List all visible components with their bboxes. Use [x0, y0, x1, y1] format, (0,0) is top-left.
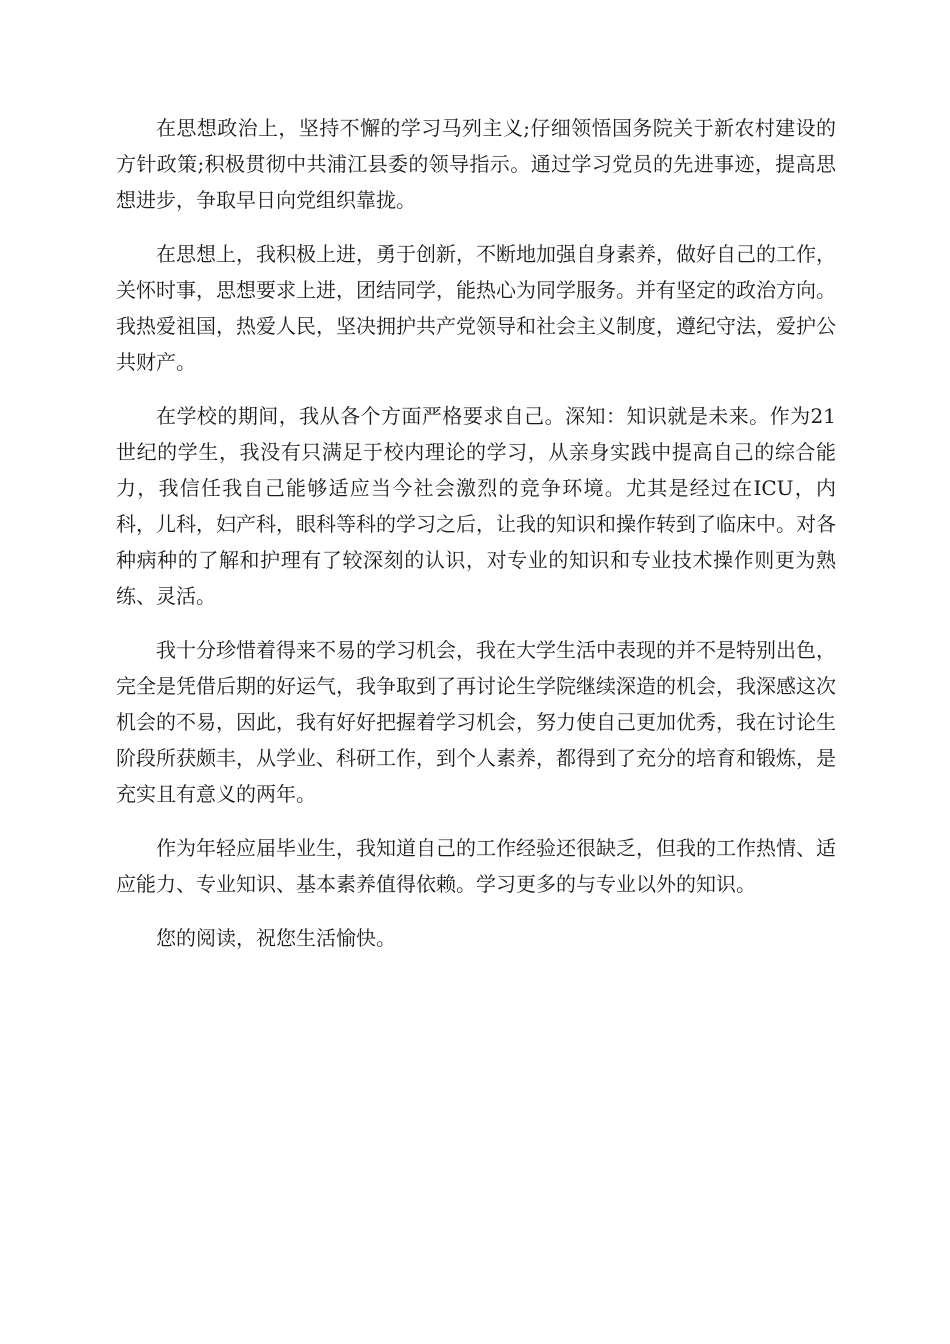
paragraph-graduate-opportunity: 我十分珍惜着得来不易的学习机会，我在大学生活中表现的并不是特别出色，完全是凭借后期的好运气，我争取到了再讨论生学院继续深造的机会，我深感这次机会的不易，因此，我有好好把握着学习机会，努力使自己更加优秀，我在讨论生阶段所获颇丰，从学业、科研工作，到个人素养，都得到了充分的培育和锻炼，是充实且有意义的两年。	[116, 638, 836, 806]
paragraph-closing: 您的阅读，祝您生活愉快。	[156, 926, 396, 950]
document-body	[116, 110, 836, 974]
paragraph-ideology: 在思想上，我积极上进，勇于创新，不断地加强自身素养，做好自己的工作，关怀时事，思想要求上进，团结同学，能热心为同学服务。并有坚定的政治方向。我热爱祖国，热爱人民，坚决拥护共产党领导和社会主义制度，遵纪守法，爱护公共财产。	[116, 242, 836, 374]
paragraph-school-study: 在学校的期间，我从各个方面严格要求自己。深知：知识就是未来。作为21世纪的学生，我没有只满足于校内理论的学习，从亲身实践中提高自己的综合能力，我信任我自己能够适应当今社会激烈的竞争环境。尤其是经过在ICU，内科，儿科，妇产科，眼科等科的学习之后，让我的知识和操作转到了临床中。对各种病种的了解和护理有了较深刻的认识，对专业的知识和专业技术操作则更为熟练、灵活。	[116, 404, 836, 608]
paragraph-political-thought: 在思想政治上，坚持不懈的学习马列主义;仔细领悟国务院关于新农村建设的方针政策;积极贯彻中共浦江县委的领导指示。通过学习党员的先进事迹，提高思想进步，争取早日向党组织靠拢。	[116, 116, 836, 212]
paragraph-graduate-outlook: 作为年轻应届毕业生，我知道自己的工作经验还很缺乏，但我的工作热情、适应能力、专业知识、基本素养值得依赖。学习更多的与专业以外的知识。	[116, 836, 836, 896]
